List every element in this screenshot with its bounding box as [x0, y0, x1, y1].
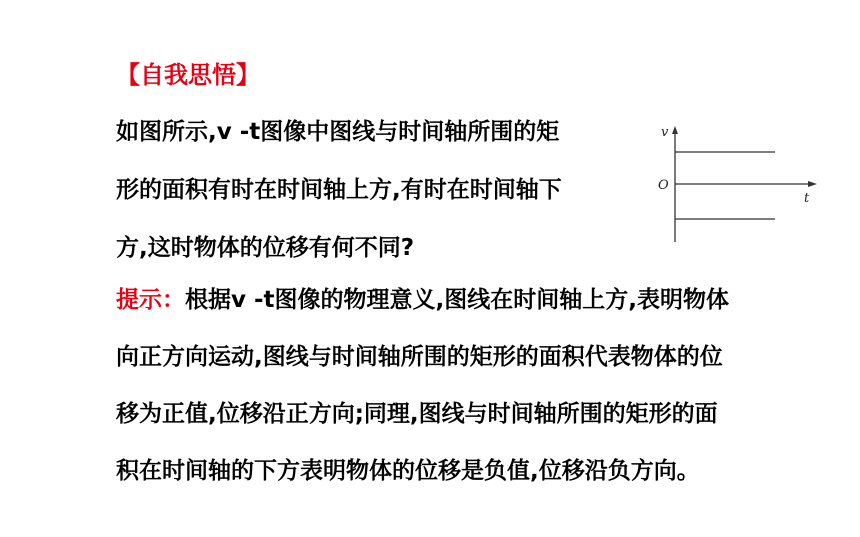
hint-line: 移为正值,位移沿正方向;同理,图线与时间轴所围的矩形的面: [116, 401, 718, 427]
hint-line: 向正方向运动,图线与时间轴所围的矩形的面积代表物体的位: [116, 344, 723, 370]
question-paragraph: [116, 110, 656, 284]
question-line: 方,这时物体的位移有何不同?: [116, 235, 415, 261]
v-axis-arrow: [672, 126, 678, 134]
hint-line: [116, 278, 846, 335]
t-axis-label: t: [804, 191, 810, 206]
vt-graph: [650, 118, 820, 248]
hint-label: 提示：: [116, 287, 185, 313]
hint-line: 积在时间轴的下方表明物体的位移是负值,位移沿负方向。: [116, 458, 700, 484]
hint-paragraph: [116, 278, 846, 506]
t-axis-arrow: [808, 181, 817, 187]
vt-graph-svg: [650, 118, 820, 248]
v-axis-label: v: [661, 125, 669, 140]
question-line: 形的面积有时在时间轴上方,有时在时间轴下: [116, 177, 562, 203]
hint-first-line: 根据v -t图像的物理意义,图线在时间轴上方,表明物体: [185, 287, 730, 313]
section-heading: 【自我思悟】: [116, 61, 260, 89]
question-line: 如图所示,v -t图像中图线与时间轴所围的矩: [116, 119, 560, 145]
origin-label: O: [658, 178, 669, 193]
